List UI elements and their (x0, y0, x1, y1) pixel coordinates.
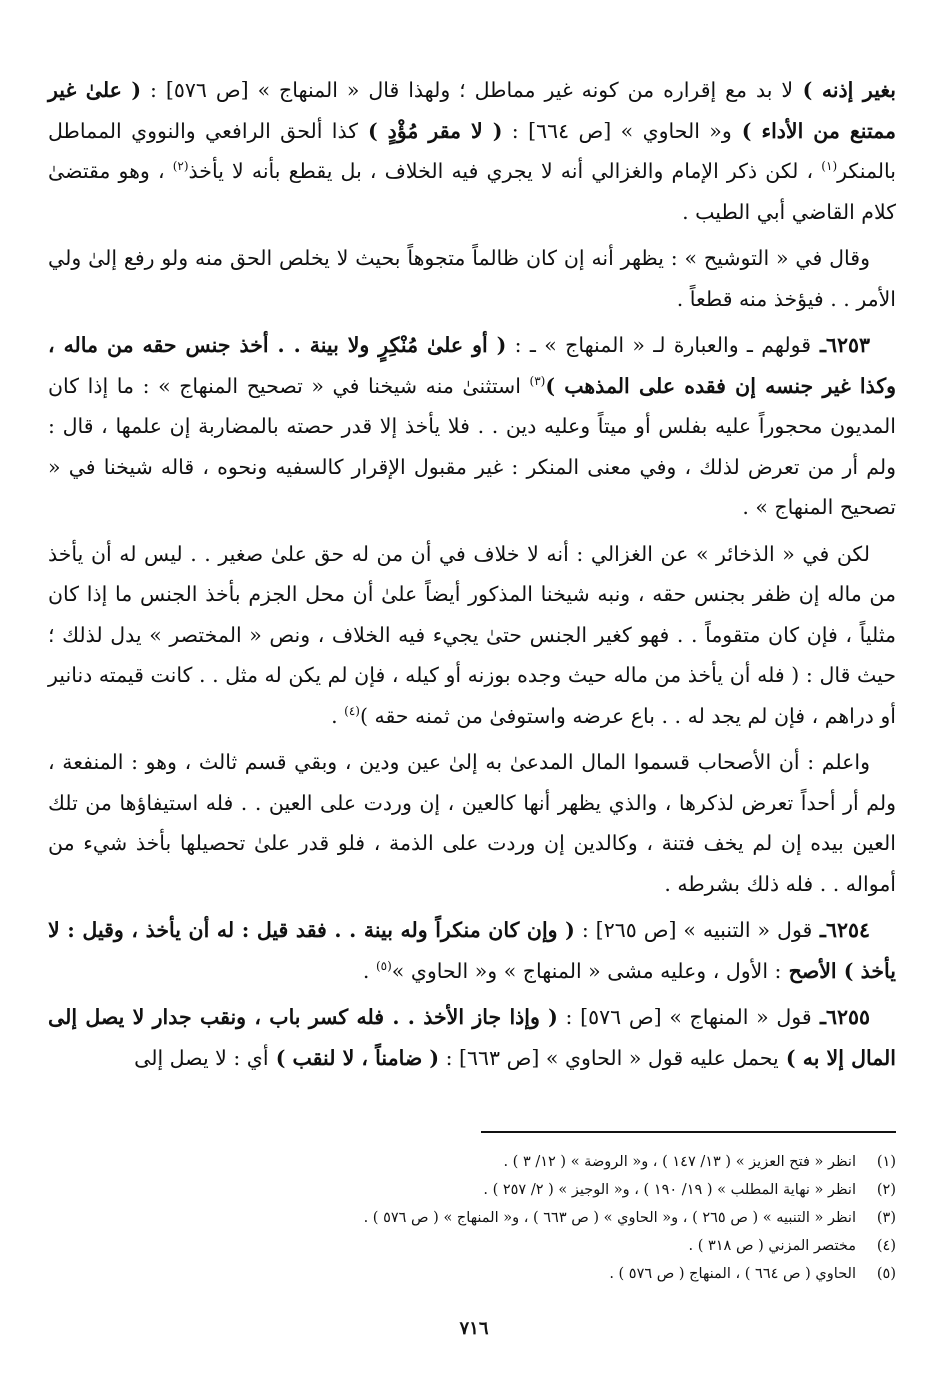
text-run: استثنىٰ منه شيخنا في « تصحيح المنهاج » : ما إذا كان المديون محجوراً عليه بفلس أو ميتاً وعليه دين . . فلا يأخذ إلا قدر حصته بالمضاربة إن علمها ، قال : ولم أر من تعرض لذلك ، وفي معنى المنكر : غير مقبول الإقرار كالسفيه ونحوه ، قاله شيخنا في « تصحيح المنهاج » . (48, 373, 896, 519)
bold-text: ( وإن كان منكراً وله بينة . . فقد قيل : له أن يأخذ ، وقيل : لا يأخذ ) الأصح (48, 918, 896, 983)
bold-text: ٦٢٥٤ـ (812, 918, 870, 942)
footnote-text: انظر « فتح العزيز » ( ١٣/ ١٤٧ ) ، و« الروضة » ( ١٢/ ٣ ) . (503, 1154, 856, 1170)
footnote-text: مختصر المزني ( ص ٣١٨ ) . (688, 1238, 856, 1254)
footnote-text: انظر « التنبيه » ( ص ٢٦٥ ) ، و« الحاوي » ( ص ٦٦٣ ) ، و« المنهاج » ( ص ٥٧٦ ) . (363, 1210, 856, 1226)
footnote-number: (٤) (876, 1238, 896, 1254)
bold-text: ( علىٰ غير ممتنع من الأداء ) (48, 78, 896, 143)
footnotes (300, 1148, 896, 1288)
text-run: و« الحاوي » [ص ٦٦٤] : (502, 118, 732, 143)
text-run: واعلم : أن الأصحاب قسموا المال المدعىٰ به إلىٰ عين ودين ، وبقي قسم ثالث ، وهو : المنفعة ، ولم أر أحداً تعرض لذكرها ، والذي يظهر أنها كالعين ، إن وردت على العين . . فله استيفاؤها من تلك العين بيده إن لم يخف فتنة ، وكالدين إن وردت على الذمة ، فلو قدر علىٰ تحصيلها بأخذ شيء من أمواله . . فله ذلك بشرطه . (48, 750, 896, 896)
bold-text: ( ضامناً ، لا لنقب ) (268, 1045, 440, 1070)
text-run: قول « المنهاج » [ص ٥٧٦] : (557, 1005, 812, 1029)
page-number: ٧١٦ (459, 1318, 489, 1339)
paragraph (48, 997, 896, 1078)
footnote-ref: (٢) (172, 159, 189, 174)
footnote-item (300, 1232, 896, 1260)
footnote-number: (٣) (876, 1210, 896, 1226)
bold-text: بغير إذنه ) (793, 78, 897, 102)
footnote-ref: (٣) (529, 373, 546, 388)
paragraph (48, 325, 896, 528)
footnote-item (300, 1148, 896, 1176)
footnote-number: (٢) (876, 1182, 896, 1198)
text-run: وقال في « التوشيح » : يظهر أنه إن كان ظالماً متجوهاً بحيث لا يخلص الحق منه ولو رفع إلىٰ ولي الأمر . . فيؤخذ منه قطعاً . (48, 246, 896, 311)
footnote-item (300, 1204, 896, 1232)
footnote-number: (٥) (876, 1266, 896, 1282)
text-run: . (331, 703, 345, 728)
paragraph (48, 910, 896, 991)
bold-text: ٦٢٥٣ـ (811, 333, 871, 357)
footnote-text: انظر « نهاية المطلب » ( ١٩/ ١٩٠ ) ، و« الوجيز » ( ٢/ ٢٥٧ ) . (483, 1182, 856, 1198)
paragraph (48, 70, 896, 232)
text-run: . (362, 958, 376, 983)
main-text (48, 70, 896, 1084)
text-run: يحمل عليه قول « الحاوي » [ص ٦٦٣] : (439, 1045, 779, 1070)
footnote-text: الحاوي ( ص ٦٦٤ ) ، المنهاج ( ص ٥٧٦ ) . (609, 1266, 856, 1282)
text-run: ، لكن ذكر الإمام والغزالي أنه لا يجري فيه الخلاف ، بل يقطع بأنه لا يأخذ (188, 159, 822, 183)
text-run: لكن في « الذخائر » عن الغزالي : أنه لا خلاف في أن من له حق علىٰ صغير . . ليس له أن يأخذ من ماله إن ظفر بجنس حقه ، ونبه شيخنا المذكور أيضاً علىٰ أن محل الجزم بأخذ الجنس ما إذا كان مثلياً ، فإن كان متقوماً . . فهو كغير الجنس حتىٰ يجيء فيه الخلاف ، ونص « المختصر » يدل لذلك ؛ حيث قال : ( فله أن يأخذ من ماله حيث وجده بوزنه أو كيله ، فإن لم يكن له مثل . . كانت قيمته دنانير أو دراهم ، فإن لم يجد له . . باع عرضه واستوفىٰ من ثمنه حقه ) (48, 541, 896, 728)
paragraph (48, 742, 896, 904)
footnote-ref: (١) (821, 159, 838, 174)
footnote-ref: (٤) (344, 703, 360, 718)
text-run: قولهم ـ والعبارة لـ « المنهاج » ـ : (506, 333, 811, 357)
bold-text: ( أو علىٰ مُنْكِرٍ ولا بينة . . أخذ جنس حقه من ماله ، وكذا غير جنسه إن فقده على المذهب ) (48, 333, 896, 398)
footnote-ref: (٥) (375, 958, 392, 973)
bold-text: ٦٢٥٥ـ (811, 1005, 870, 1029)
text-run: ، وهو مقتضىٰ كلام القاضي أبي الطيب . (48, 159, 896, 224)
footnote-item (300, 1260, 896, 1288)
text-run: أي : لا يصل إلى (134, 1045, 269, 1070)
text-run: : الأول ، وعليه مشى « المنهاج » و« الحاوي » (391, 958, 782, 983)
footnote-item (300, 1176, 896, 1204)
paragraph (48, 238, 896, 319)
footnote-number: (١) (876, 1154, 896, 1170)
text-run: كذا ألحق الرافعي والنووي المماطل بالمنكر (48, 118, 896, 183)
text-run: لا بد مع إقراره من كونه غير مماطل ؛ ولهذا قال « المنهاج » [ص ٥٧٦] : (141, 78, 794, 102)
footnote-divider (481, 1131, 896, 1133)
bold-text: ( لا مقر مُؤْدٍ ) (358, 118, 503, 143)
paragraph (48, 534, 896, 737)
text-run: قول « التنبيه » [ص ٢٦٥] : (574, 918, 813, 942)
bold-text: ( وإذا جاز الأخذ . . فله كسر باب ، ونقب جدار لا يصل إلى المال إلا به ) (48, 1005, 896, 1070)
